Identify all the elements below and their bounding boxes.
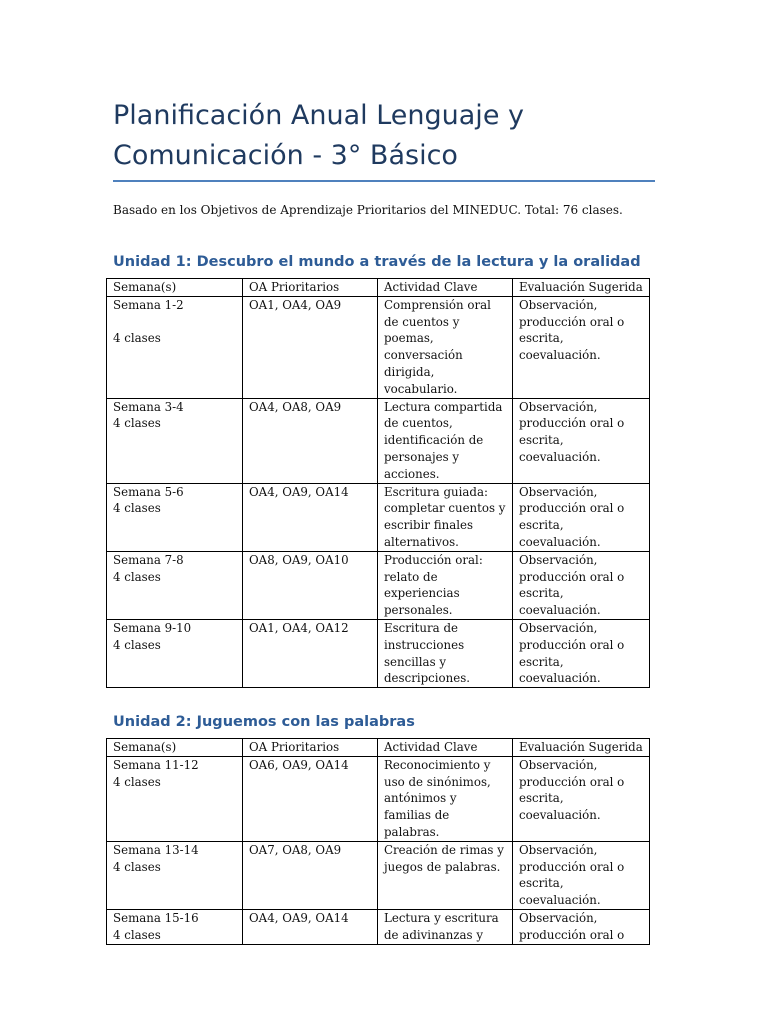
activity-cell: Escritura guiada: completar cuentos y escribir finales alternativos. bbox=[378, 483, 513, 551]
table-header-row bbox=[107, 279, 650, 297]
title-line-2: Comunicación - 3° Básico bbox=[113, 140, 458, 171]
oa-cell: OA4, OA8, OA9 bbox=[243, 398, 378, 483]
oa-cell: OA1, OA4, OA9 bbox=[243, 296, 378, 398]
evaluation-cell: Observación, producción oral o escrita, coevaluación. bbox=[513, 483, 650, 551]
week-cell bbox=[107, 483, 243, 551]
activity-cell: Escritura de instrucciones sencillas y descripciones. bbox=[378, 619, 513, 687]
unit-1-table bbox=[106, 278, 650, 688]
week-cell bbox=[107, 619, 243, 687]
table-row bbox=[107, 619, 650, 687]
header-evaluation: Evaluación Sugerida bbox=[513, 279, 650, 297]
week-label: Semana 3-4 bbox=[113, 399, 184, 414]
evaluation-cell: Observación, producción oral o bbox=[513, 909, 650, 944]
week-cell bbox=[107, 398, 243, 483]
title-divider bbox=[113, 180, 655, 182]
evaluation-cell: Observación, producción oral o escrita, coevaluación. bbox=[513, 841, 650, 909]
week-label: Semana 7-8 bbox=[113, 552, 184, 567]
table-header-row bbox=[107, 739, 650, 757]
classes-label: 4 clases bbox=[113, 569, 161, 584]
activity-cell: Comprensión oral de cuentos y poemas, conversación dirigida, vocabulario. bbox=[378, 296, 513, 398]
title-line-1: Planificación Anual Lenguaje y bbox=[113, 100, 524, 131]
header-week: Semana(s) bbox=[107, 739, 243, 757]
table-row bbox=[107, 909, 650, 944]
classes-label: 4 clases bbox=[113, 774, 161, 789]
oa-cell: OA6, OA9, OA14 bbox=[243, 756, 378, 841]
intro-text: Basado en los Objetivos de Aprendizaje Prioritarios del MINEDUC. Total: 76 clases. bbox=[113, 203, 623, 217]
activity-cell: Creación de rimas y juegos de palabras. bbox=[378, 841, 513, 909]
oa-cell: OA4, OA9, OA14 bbox=[243, 483, 378, 551]
evaluation-cell: Observación, producción oral o escrita, coevaluación. bbox=[513, 551, 650, 619]
classes-label: 4 clases bbox=[113, 331, 161, 346]
classes-label: 4 clases bbox=[113, 637, 161, 652]
evaluation-cell: Observación, producción oral o escrita, coevaluación. bbox=[513, 296, 650, 398]
classes-label: 4 clases bbox=[113, 859, 161, 874]
header-week: Semana(s) bbox=[107, 279, 243, 297]
evaluation-cell: Observación, producción oral o escrita, coevaluación. bbox=[513, 398, 650, 483]
week-cell bbox=[107, 296, 243, 398]
classes-label: 4 clases bbox=[113, 501, 161, 516]
table-row bbox=[107, 398, 650, 483]
activity-cell: Producción oral: relato de experiencias personales. bbox=[378, 551, 513, 619]
week-label: Semana 1-2 bbox=[113, 297, 184, 312]
activity-cell: Reconocimiento y uso de sinónimos, antónimos y familias de palabras. bbox=[378, 756, 513, 841]
week-cell bbox=[107, 841, 243, 909]
oa-cell: OA1, OA4, OA12 bbox=[243, 619, 378, 687]
week-label: Semana 15-16 bbox=[113, 910, 199, 925]
classes-label: 4 clases bbox=[113, 416, 161, 431]
table-row bbox=[107, 296, 650, 398]
unit-2-table bbox=[106, 738, 650, 945]
week-label: Semana 9-10 bbox=[113, 620, 192, 635]
header-oa: OA Prioritarios bbox=[243, 279, 378, 297]
activity-cell: Lectura compartida de cuentos, identificación de personajes y acciones. bbox=[378, 398, 513, 483]
unit-1-heading: Unidad 1: Descubro el mundo a través de la lectura y la oralidad bbox=[113, 254, 641, 270]
evaluation-cell: Observación, producción oral o escrita, coevaluación. bbox=[513, 619, 650, 687]
header-activity: Actividad Clave bbox=[378, 739, 513, 757]
oa-cell: OA7, OA8, OA9 bbox=[243, 841, 378, 909]
classes-label: 4 clases bbox=[113, 927, 161, 942]
week-label: Semana 5-6 bbox=[113, 484, 184, 499]
table-row bbox=[107, 483, 650, 551]
week-cell bbox=[107, 551, 243, 619]
table-row bbox=[107, 756, 650, 841]
week-cell bbox=[107, 756, 243, 841]
table-row bbox=[107, 841, 650, 909]
evaluation-cell: Observación, producción oral o escrita, coevaluación. bbox=[513, 756, 650, 841]
document-title bbox=[113, 96, 673, 176]
oa-cell: OA8, OA9, OA10 bbox=[243, 551, 378, 619]
week-label: Semana 13-14 bbox=[113, 842, 199, 857]
header-activity: Actividad Clave bbox=[378, 279, 513, 297]
table-row bbox=[107, 551, 650, 619]
week-cell bbox=[107, 909, 243, 944]
unit-2-heading: Unidad 2: Juguemos con las palabras bbox=[113, 714, 415, 730]
week-label: Semana 11-12 bbox=[113, 757, 199, 772]
header-evaluation: Evaluación Sugerida bbox=[513, 739, 650, 757]
oa-cell: OA4, OA9, OA14 bbox=[243, 909, 378, 944]
header-oa: OA Prioritarios bbox=[243, 739, 378, 757]
activity-cell: Lectura y escritura de adivinanzas y bbox=[378, 909, 513, 944]
